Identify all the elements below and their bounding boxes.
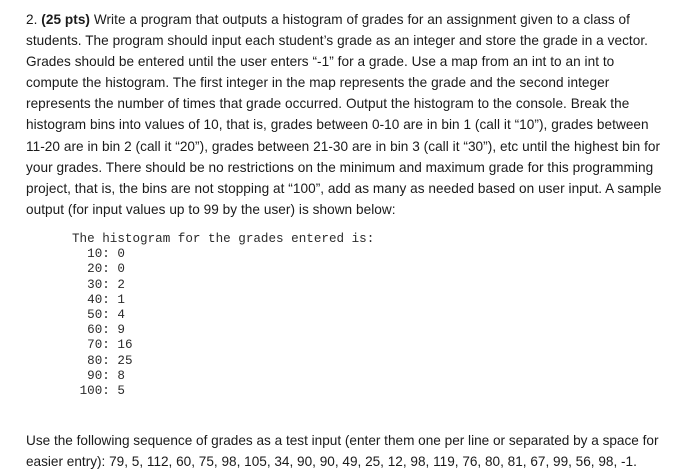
sample-output-heading: The histogram for the grades entered is:: [72, 231, 375, 246]
question-paragraph: [26, 9, 666, 220]
histogram-row: 60: 9: [79, 323, 125, 338]
histogram-row: 80: 25: [79, 353, 133, 368]
histogram-row: 100: 5: [79, 383, 125, 398]
document: [26, 9, 666, 470]
histogram-row: 90: 8: [79, 368, 125, 383]
histogram-row: 70: 16: [79, 338, 133, 353]
histogram-row: 10: 0: [79, 247, 125, 262]
test-input-paragraph: Use the following sequence of grades as a test input (enter them one per line or separated by a space for easier entry): 79, 5, 112, 60, 75, 98, 105, 34, 90, 90, 49, 25, 12, 98, 119, 76, 80, 81, 67, 99, 56, 98, -1.: [26, 433, 659, 470]
histogram-row: 30: 2: [79, 277, 125, 292]
question-body: Write a program that outputs a histogram of grades for an assignment given to a class of students. The program should input each student’s grade as an integer and store the grade in a vector. Grades should be entered until the user enters “-1” for a grade. Use a map from an int to an int to compute the histogram. The first integer in the map represents the grade and the second integer represents the number of times that grade occurred. Output the histogram to the console. Break the histogram bins into values of 10, that is, grades between 0-10 are in bin 1 (call it “10”), grades between 11-20 are in bin 2 (call it “20”), grades between 21-30 are in bin 3 (call it “30”), etc until the highest bin for your grades. There should be no restrictions on the minimum and maximum grade for this programming project, that is, the bins are not stopping at “100”, add as many as needed based on user input. A sample output (for input values up to 99 by the user) is shown below:: [26, 12, 662, 217]
histogram-row: 50: 4: [79, 307, 125, 322]
sample-output-block: [72, 232, 666, 399]
question-points: (25 pts): [41, 12, 91, 27]
histogram-row: 40: 1: [79, 292, 125, 307]
histogram-row: 20: 0: [79, 262, 125, 277]
question-number: 2.: [26, 12, 38, 27]
